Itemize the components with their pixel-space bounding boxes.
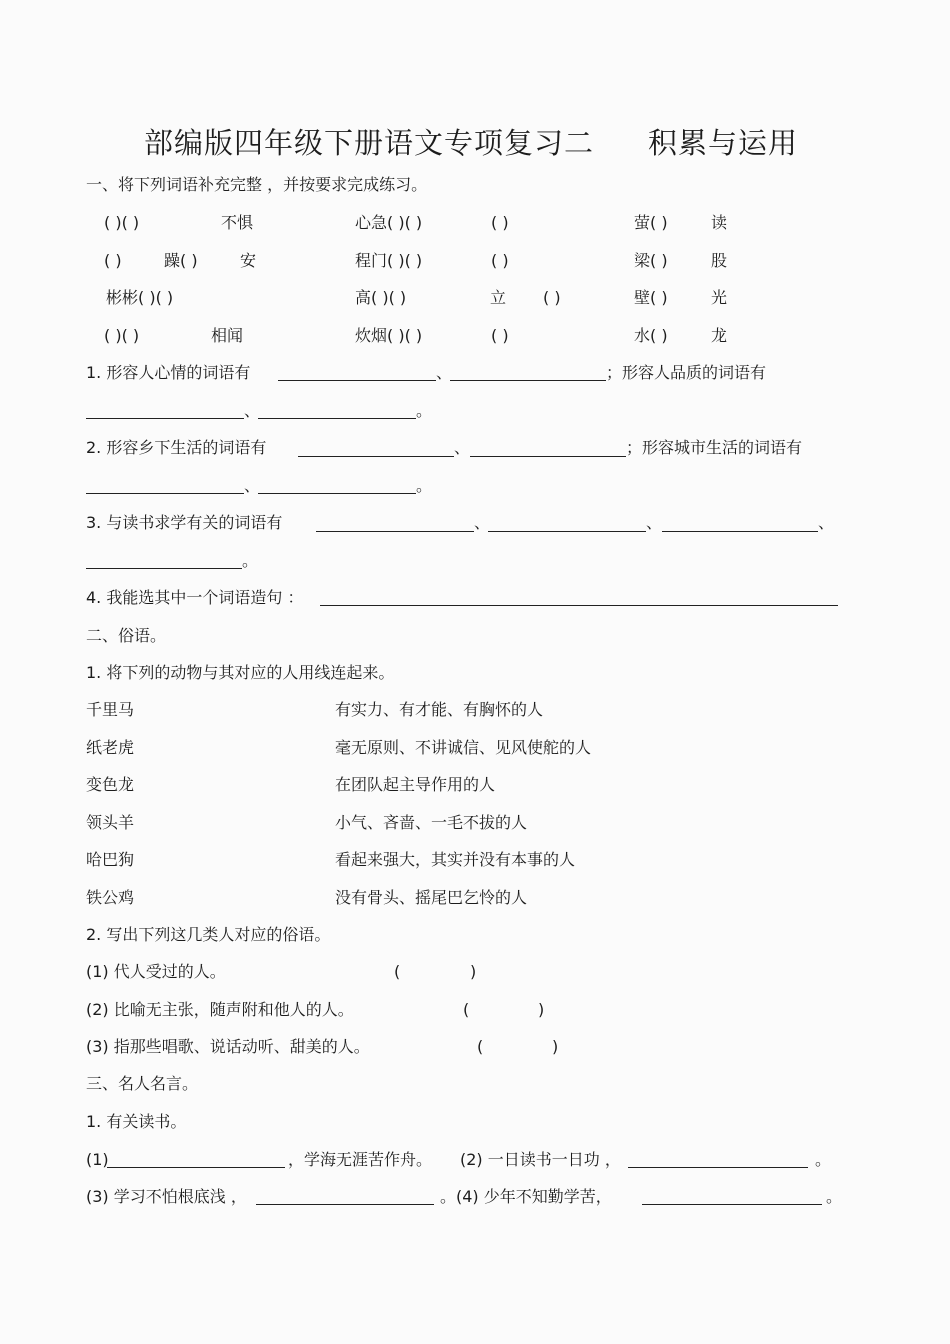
answer-blank[interactable] [642,1204,822,1205]
section-3-heading: 三、名人名言。 [86,1074,199,1093]
paren-close: ) [470,962,477,981]
idiom-text: 龙 [711,326,728,345]
period: 。 [416,476,433,495]
answer-blank[interactable] [256,1204,434,1205]
answer-blank[interactable] [450,380,606,381]
idiom-blank: ( )( ) [104,213,140,232]
paren-close: ) [538,1000,545,1019]
separator: 、 [646,513,663,532]
section-2-heading: 二、俗语。 [86,626,167,645]
idiom-blank: 萤( ) [634,213,668,232]
idiom-text: 不惧 [221,213,254,232]
answer-blank[interactable] [258,493,416,494]
answer-blank[interactable] [86,418,244,419]
idiom-blank: 壁( ) [634,288,668,307]
section-1-heading: 一、将下列词语补充完整 ，并按要求完成练习。 [86,175,428,194]
person-item: 在团队起主导作用的人 [335,775,496,794]
separator: ； [606,363,623,382]
question-3-1: 1. 有关读书。 [86,1112,187,1131]
animal-item: 变色龙 [86,775,135,794]
paren-open: ( [477,1037,484,1056]
separator: 、 [818,513,835,532]
answer-blank[interactable] [488,531,646,532]
answer-blank[interactable] [628,1167,808,1168]
answer-blank[interactable] [470,456,626,457]
idiom-blank: 躁( ) [164,251,198,270]
answer-blank[interactable] [86,568,242,569]
answer-blank[interactable] [258,418,416,419]
proverb-item: (2) 比喻无主张，随声附和他人的人。 [86,1000,354,1019]
idiom-text: 光 [711,288,728,307]
idiom-blank: 水( ) [634,326,668,345]
question-2-2: 2. 写出下列这几类人对应的俗语。 [86,925,331,944]
answer-blank[interactable] [107,1167,285,1168]
question-1-1-b: 形容人品质的词语有 [622,363,767,382]
separator: 、 [436,363,453,382]
person-item: 没有骨头、摇尾巴乞怜的人 [335,888,528,907]
person-item: 小气、吝啬、一毛不拔的人 [335,813,528,832]
idiom-blank: ( ) [104,251,122,270]
quote-text: 。(4) 少年不知勤学苦， [440,1187,612,1206]
paren-open: ( [463,1000,470,1019]
idiom-text: 立 [490,288,507,307]
separator: 、 [244,401,261,420]
idiom-blank: 彬彬( )( ) [106,288,174,307]
period: 。 [242,551,259,570]
separator: 、 [244,476,261,495]
animal-item: 纸老虎 [86,738,135,757]
period: 。 [815,1150,832,1169]
idiom-blank: 炊烟( )( ) [355,326,423,345]
quote-text: (2) 一日读书一日功 ， [460,1150,621,1169]
animal-item: 千里马 [86,700,135,719]
idiom-blank: 心急( )( ) [355,213,423,232]
sentence-blank[interactable] [320,605,838,606]
idiom-text: 相闻 [211,326,244,345]
quote-label: (1) [86,1150,109,1169]
paren-open: ( [394,962,401,981]
separator: 、 [454,438,471,457]
idiom-blank: 梁( ) [634,251,668,270]
period: 。 [826,1187,843,1206]
idiom-blank: ( ) [543,288,561,307]
person-item: 有实力、有才能、有胸怀的人 [335,700,544,719]
idiom-blank: ( ) [491,326,509,345]
quote-text: ，学海无涯苦作舟。 [288,1150,433,1169]
answer-blank[interactable] [278,380,436,381]
idiom-blank: ( ) [491,251,509,270]
question-2-1: 1. 将下列的动物与其对应的人用线连起来。 [86,663,395,682]
animal-item: 铁公鸡 [86,888,135,907]
question-1-1: 1. 形容人心情的词语有 [86,363,251,382]
person-item: 毫无原则、不讲诚信、见风使舵的人 [335,738,592,757]
question-1-4: 4. 我能选其中一个词语造句 ： [86,588,304,607]
quote-text: (3) 学习不怕根底浅 ， [86,1187,247,1206]
separator: 、 [474,513,491,532]
idiom-text: 安 [240,251,257,270]
idiom-text: 股 [711,251,728,270]
question-1-2: 2. 形容乡下生活的词语有 [86,438,267,457]
person-item: 看起来强大，其实并没有本事的人 [335,850,576,869]
answer-blank[interactable] [298,456,454,457]
animal-item: 哈巴狗 [86,850,135,869]
answer-blank[interactable] [662,531,818,532]
page-title: 部编版四年级下册语文专项复习二 [144,126,595,160]
answer-blank[interactable] [86,493,244,494]
proverb-item: (1) 代人受过的人。 [86,962,226,981]
question-1-2-b: 形容城市生活的词语有 [642,438,803,457]
answer-blank[interactable] [316,531,474,532]
idiom-text: 读 [711,213,728,232]
idiom-blank: ( )( ) [104,326,140,345]
page-subtitle: 积累与运用 [648,126,799,160]
question-1-3: 3. 与读书求学有关的词语有 [86,513,283,532]
idiom-blank: ( ) [491,213,509,232]
idiom-blank: 高( )( ) [355,288,407,307]
paren-close: ) [552,1037,559,1056]
proverb-item: (3) 指那些唱歌、说话动听、甜美的人。 [86,1037,370,1056]
separator: ； [626,438,643,457]
idiom-blank: 程门( )( ) [355,251,423,270]
period: 。 [416,401,433,420]
animal-item: 领头羊 [86,813,135,832]
